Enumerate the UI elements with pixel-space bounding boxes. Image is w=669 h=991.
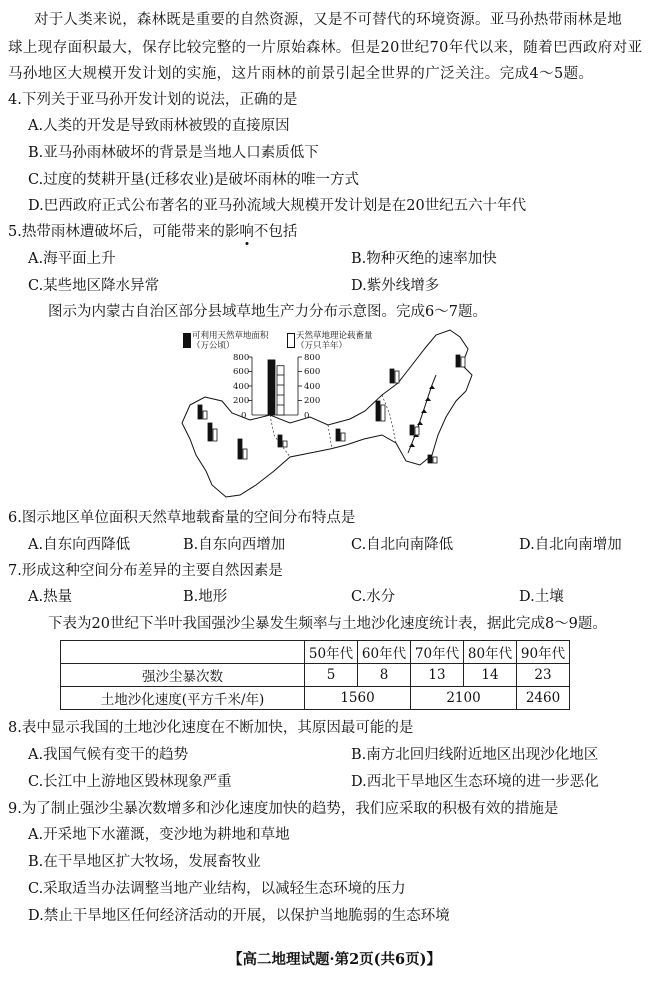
table-header-cell: 70年代 (411, 641, 464, 664)
table-row-label: 土地沙化速度(平方千米/年) (61, 687, 305, 710)
table-cell: 2460 (517, 687, 570, 710)
question-7-stem: 7.形成这种空间分布差异的主要自然因素是 (8, 563, 283, 579)
legend-area-label: 可利用天然草地面积 （万公顷） (192, 331, 269, 351)
table-header-cell: 90年代 (517, 641, 570, 664)
question-6-stem: 6.图示地区单位面积天然草地载畜量的空间分布特点是 (8, 510, 356, 526)
table-cell: 13 (411, 664, 464, 687)
table-cell: 23 (517, 664, 570, 687)
q9-option-c: C.采取适当办法调整当地产业结构，以减轻生态环境的压力 (28, 881, 406, 897)
tick-label: 400 (233, 382, 250, 392)
table-intro: 下表为20世纪下半叶我国强沙尘暴发生频率与土地沙化速度统计表，据此完成8～9题。 (48, 616, 607, 632)
table-corner-cell (61, 641, 305, 664)
q9-option-a: A.开采地下水灌溉，变沙地为耕地和草地 (28, 827, 290, 843)
table-row-label: 强沙尘暴次数 (61, 664, 305, 687)
map-intro: 图示为内蒙古自治区部分县域草地生产力分布示意图。完成6～7题。 (48, 304, 487, 320)
tick-label: 600 (304, 367, 321, 377)
tick-label: 800 (233, 353, 250, 363)
q9-option-b: B.在干旱地区扩大牧场，发展畜牧业 (28, 854, 261, 870)
table-header-cell: 50年代 (305, 641, 358, 664)
passage-line: 马孙地区大规模开发计划的实施，这片雨林的前景引起全世界的广泛关注。完成4～5题。 (8, 66, 594, 82)
table-cell: 14 (464, 664, 517, 687)
q8-option-c: C.长江中上游地区毁林现象严重 (28, 774, 232, 790)
sandstorm-desertification-table (60, 640, 570, 710)
table-cell: 1560 (305, 687, 411, 710)
q6-option-d: D.自北向南增加 (519, 537, 622, 553)
tick-label: 0 (304, 411, 310, 421)
q7-option-a: A.热量 (28, 589, 73, 605)
q5-option-d: D.紫外线增多 (351, 278, 440, 294)
q7-option-d: D.土壤 (519, 589, 564, 605)
q8-option-a: A.我国气候有变干的趋势 (28, 747, 189, 763)
q5-option-a: A.海平面上升 (28, 251, 116, 267)
table-row (61, 687, 570, 710)
region-outline (182, 330, 472, 497)
inner-mongolia-map (150, 325, 500, 505)
question-5-stem: 5.热带雨林遭破坏后，可能带来的影响不包括 (8, 224, 298, 240)
q8-option-b: B.南方北回归线附近地区出现沙化地区 (351, 747, 599, 763)
q4-option-b: B.亚马孙雨林破坏的背景是当地人口素质低下 (28, 145, 319, 161)
question-8-stem: 8.表中显示我国的土地沙化速度在不断加快，其原因最可能的是 (8, 720, 414, 736)
table-cell: 5 (305, 664, 358, 687)
legend-swatch-capacity (287, 333, 295, 348)
table-cell: 8 (358, 664, 411, 687)
tick-label: 200 (233, 396, 250, 406)
passage-line: 对于人类来说，森林既是重要的自然资源，又是不可替代的环境资源。亚马孙热带雨林是地 (34, 12, 622, 28)
grassland-map-figure (150, 325, 500, 505)
tick-label: 200 (304, 396, 321, 406)
legend-area-bar (268, 360, 275, 415)
q9-option-d: D.禁止干旱地区任何经济活动的开展，以保护当地脆弱的生态环境 (28, 908, 450, 924)
passage-line: 球上现存面积最大，保存比较完整的一片原始森林。但是20世纪70年代以来，随着巴西政府对亚 (8, 40, 643, 56)
table-cell: 2100 (411, 687, 517, 710)
legend-capacity-bar (277, 366, 284, 415)
table-header-cell: 80年代 (464, 641, 517, 664)
q4-option-c: C.过度的焚耕开垦(迁移农业)是破坏雨林的唯一方式 (28, 172, 359, 188)
table-header-cell: 60年代 (358, 641, 411, 664)
q6-option-b: B.自东向西增加 (183, 537, 286, 553)
q8-option-d: D.西北干旱地区生态环境的进一步恶化 (351, 774, 599, 790)
q5-option-b: B.物种灭绝的速率加快 (351, 251, 497, 267)
q4-option-a: A.人类的开发是导致雨林被毁的直接原因 (28, 118, 290, 134)
legend-chart (248, 357, 302, 415)
q4-option-d: D.巴西政府正式公布著名的亚马孙流域大规模开发计划是在20世纪五六十年代 (28, 198, 527, 214)
table-header-row (61, 641, 570, 664)
question-4-stem: 4.下列关于亚马孙开发计划的说法，正确的是 (8, 92, 298, 108)
q6-option-c: C.自北向南降低 (351, 537, 454, 553)
legend-capacity-label: 天然草地理论载畜量 （万只羊年） (296, 331, 373, 351)
question-9-stem: 9.为了制止强沙尘暴次数增多和沙化速度加快的趋势，我们应采取的积极有效的措施是 (8, 801, 559, 817)
q7-option-b: B.地形 (183, 589, 228, 605)
q6-option-a: A.自东向西降低 (28, 537, 131, 553)
tick-label: 600 (233, 367, 250, 377)
page-footer: 【高二地理试题·第2页(共6页)】 (228, 951, 441, 968)
emphasis-char: 响 (239, 224, 254, 240)
table-row (61, 664, 570, 687)
q7-option-c: C.水分 (351, 589, 396, 605)
tick-label: 400 (304, 382, 321, 392)
tick-label: 0 (241, 411, 247, 421)
q5-option-c: C.某些地区降水异常 (28, 278, 160, 294)
legend-swatch-area (183, 333, 191, 348)
tick-label: 800 (304, 353, 321, 363)
